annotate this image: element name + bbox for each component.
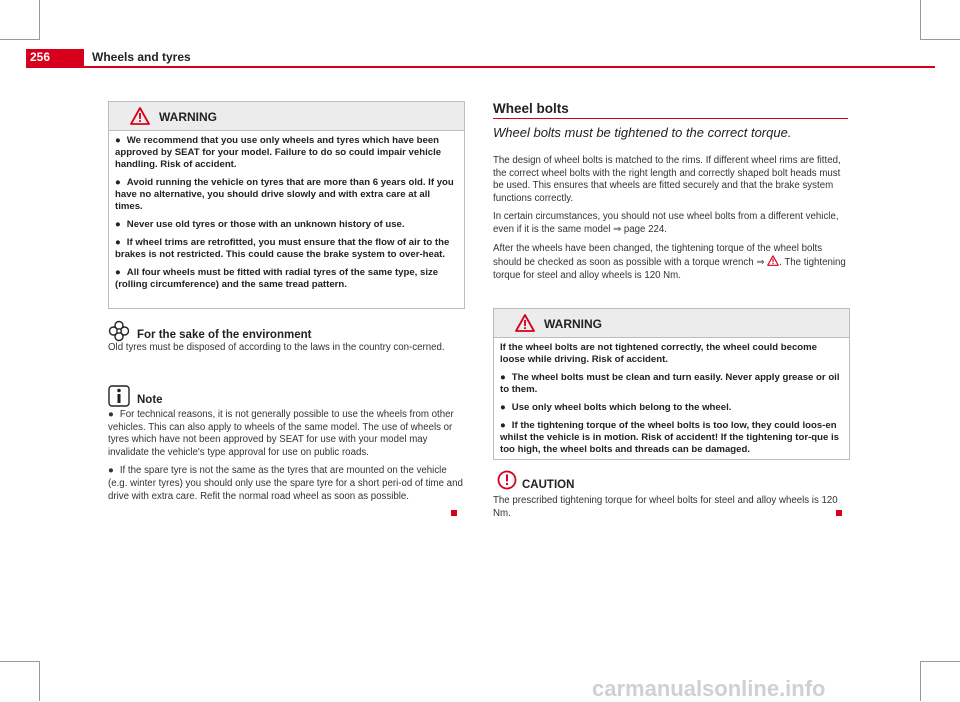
warning-body — [494, 338, 849, 460]
note-heading: Note — [137, 394, 163, 406]
section-title: Wheel bolts — [493, 101, 569, 116]
environment-flower-icon — [108, 320, 130, 342]
warning-item: ● The wheel bolts must be clean and turn easily. Never apply grease or oil to them. — [500, 372, 840, 395]
crop-mark — [0, 661, 40, 662]
paragraph: The design of wheel bolts is matched to the rims. If different wheel rims are fitted, the correct wheel bolts with the right length and correctly shaped bolt heads must be used. This ensures that wheels are fitted securely and that the brake system functions correctly. — [493, 155, 841, 204]
note-info-icon — [108, 385, 130, 407]
crop-mark — [0, 39, 40, 40]
crop-mark — [920, 661, 921, 701]
crop-mark — [39, 0, 40, 40]
environment-heading: For the sake of the environment — [137, 329, 312, 341]
warning-label: WARNING — [544, 317, 602, 331]
warning-header — [494, 309, 849, 338]
chapter-title: Wheels and tyres — [92, 50, 191, 64]
bullet-icon: ● — [115, 237, 121, 248]
crop-mark — [39, 661, 40, 701]
note-body — [108, 409, 463, 509]
bullet-icon: ● — [108, 409, 114, 420]
warning-item: ● Avoid running the vehicle on tyres that are more than 6 years old. If you have no alternative, you should drive slowly and with extra care at all times. — [115, 177, 454, 212]
caution-text: The prescribed tightening torque for wheel bolts for steel and alloy wheels is 120 Nm. — [493, 495, 838, 519]
bullet-icon: ● — [108, 465, 114, 477]
warning-item: ● If the tightening torque of the wheel bolts is too low, they could loos-en whilst the vehicle is in motion. Risk of accident! If the tightening tor-que is too high, the wheel bolts and threads can be damaged. — [500, 420, 840, 455]
section-end-marker — [451, 510, 457, 516]
caution-icon — [497, 470, 517, 490]
warning-item: ● Never use old tyres or those with an unknown history of use. — [115, 219, 405, 230]
crop-mark — [920, 661, 960, 662]
warning-item: ● All four wheels must be fitted with radial tyres of the same type, size (rolling circumference) and the same tread pattern. — [115, 267, 439, 290]
warning-item: ● Use only wheel bolts which belong to the wheel. — [500, 402, 732, 413]
warning-item: ● We recommend that you use only wheels and tyres which have been approved by SEAT for your model. Failure to do so could impair vehicle handling. Risk of accident. — [115, 135, 442, 170]
warning-item: ● If wheel trims are retrofitted, you must ensure that the flow of air to the brakes is not restricted. This could cause the brake system to over-heat. — [115, 237, 450, 260]
section-title-rule — [493, 118, 848, 119]
bullet-icon: ● — [500, 402, 506, 413]
warning-box-left — [108, 101, 465, 309]
warning-body — [109, 131, 464, 295]
bullet-icon: ● — [115, 267, 121, 278]
wheel-bolts-body — [493, 155, 848, 288]
bullet-icon: ● — [115, 135, 121, 146]
warning-header — [109, 102, 464, 131]
warning-triangle-icon — [130, 107, 150, 125]
bullet-icon: ● — [115, 219, 121, 230]
section-end-marker — [836, 510, 842, 516]
paragraph: After the wheels have been changed, the tightening torque of the wheel bolts should be checked as soon as possible with a torque wrench ⇒ . The tightening torque for steel and alloy wheels is 120 Nm. — [493, 242, 846, 281]
bullet-icon: ● — [115, 177, 121, 188]
page-number: 256 — [30, 50, 51, 64]
watermark: carmanualsonline.info — [592, 676, 826, 701]
environment-text: Old tyres must be disposed of according to the laws in the country con-cerned. — [108, 342, 445, 353]
bullet-icon: ● — [500, 420, 506, 431]
caution-heading: CAUTION — [522, 479, 575, 491]
crop-mark — [920, 0, 921, 40]
warning-reference-icon[interactable] — [767, 255, 779, 266]
bullet-icon: ● — [500, 372, 506, 383]
header-divider — [26, 66, 935, 68]
section-subtitle: Wheel bolts must be tightened to the correct torque. — [493, 125, 792, 140]
note-item: ● If the spare tyre is not the same as the tyres that are mounted on the vehicle (e.g. winter tyres) you should only use the spare tyre for a short peri-od of time and drive with extra care. Refit the normal road wheel as soon as possible. — [108, 465, 463, 502]
crop-mark — [920, 39, 960, 40]
warning-label: WARNING — [159, 110, 217, 124]
note-item: ● For technical reasons, it is not generally possible to use the wheels from other vehicles. This can also apply to wheels of the same model. The use of wheels or tyres which have not been approved by SEAT for use with your model may invalidate the vehicle's type approval for use on public roads. — [108, 409, 454, 458]
warning-box-right — [493, 308, 850, 460]
warning-intro: If the wheel bolts are not tightened correctly, the wheel could become loose while driving. Risk of accident. — [500, 342, 818, 365]
warning-triangle-icon — [515, 314, 535, 332]
paragraph: In certain circumstances, you should not use wheel bolts from a different vehicle, even if it is the same model ⇒ page 224. — [493, 211, 839, 235]
